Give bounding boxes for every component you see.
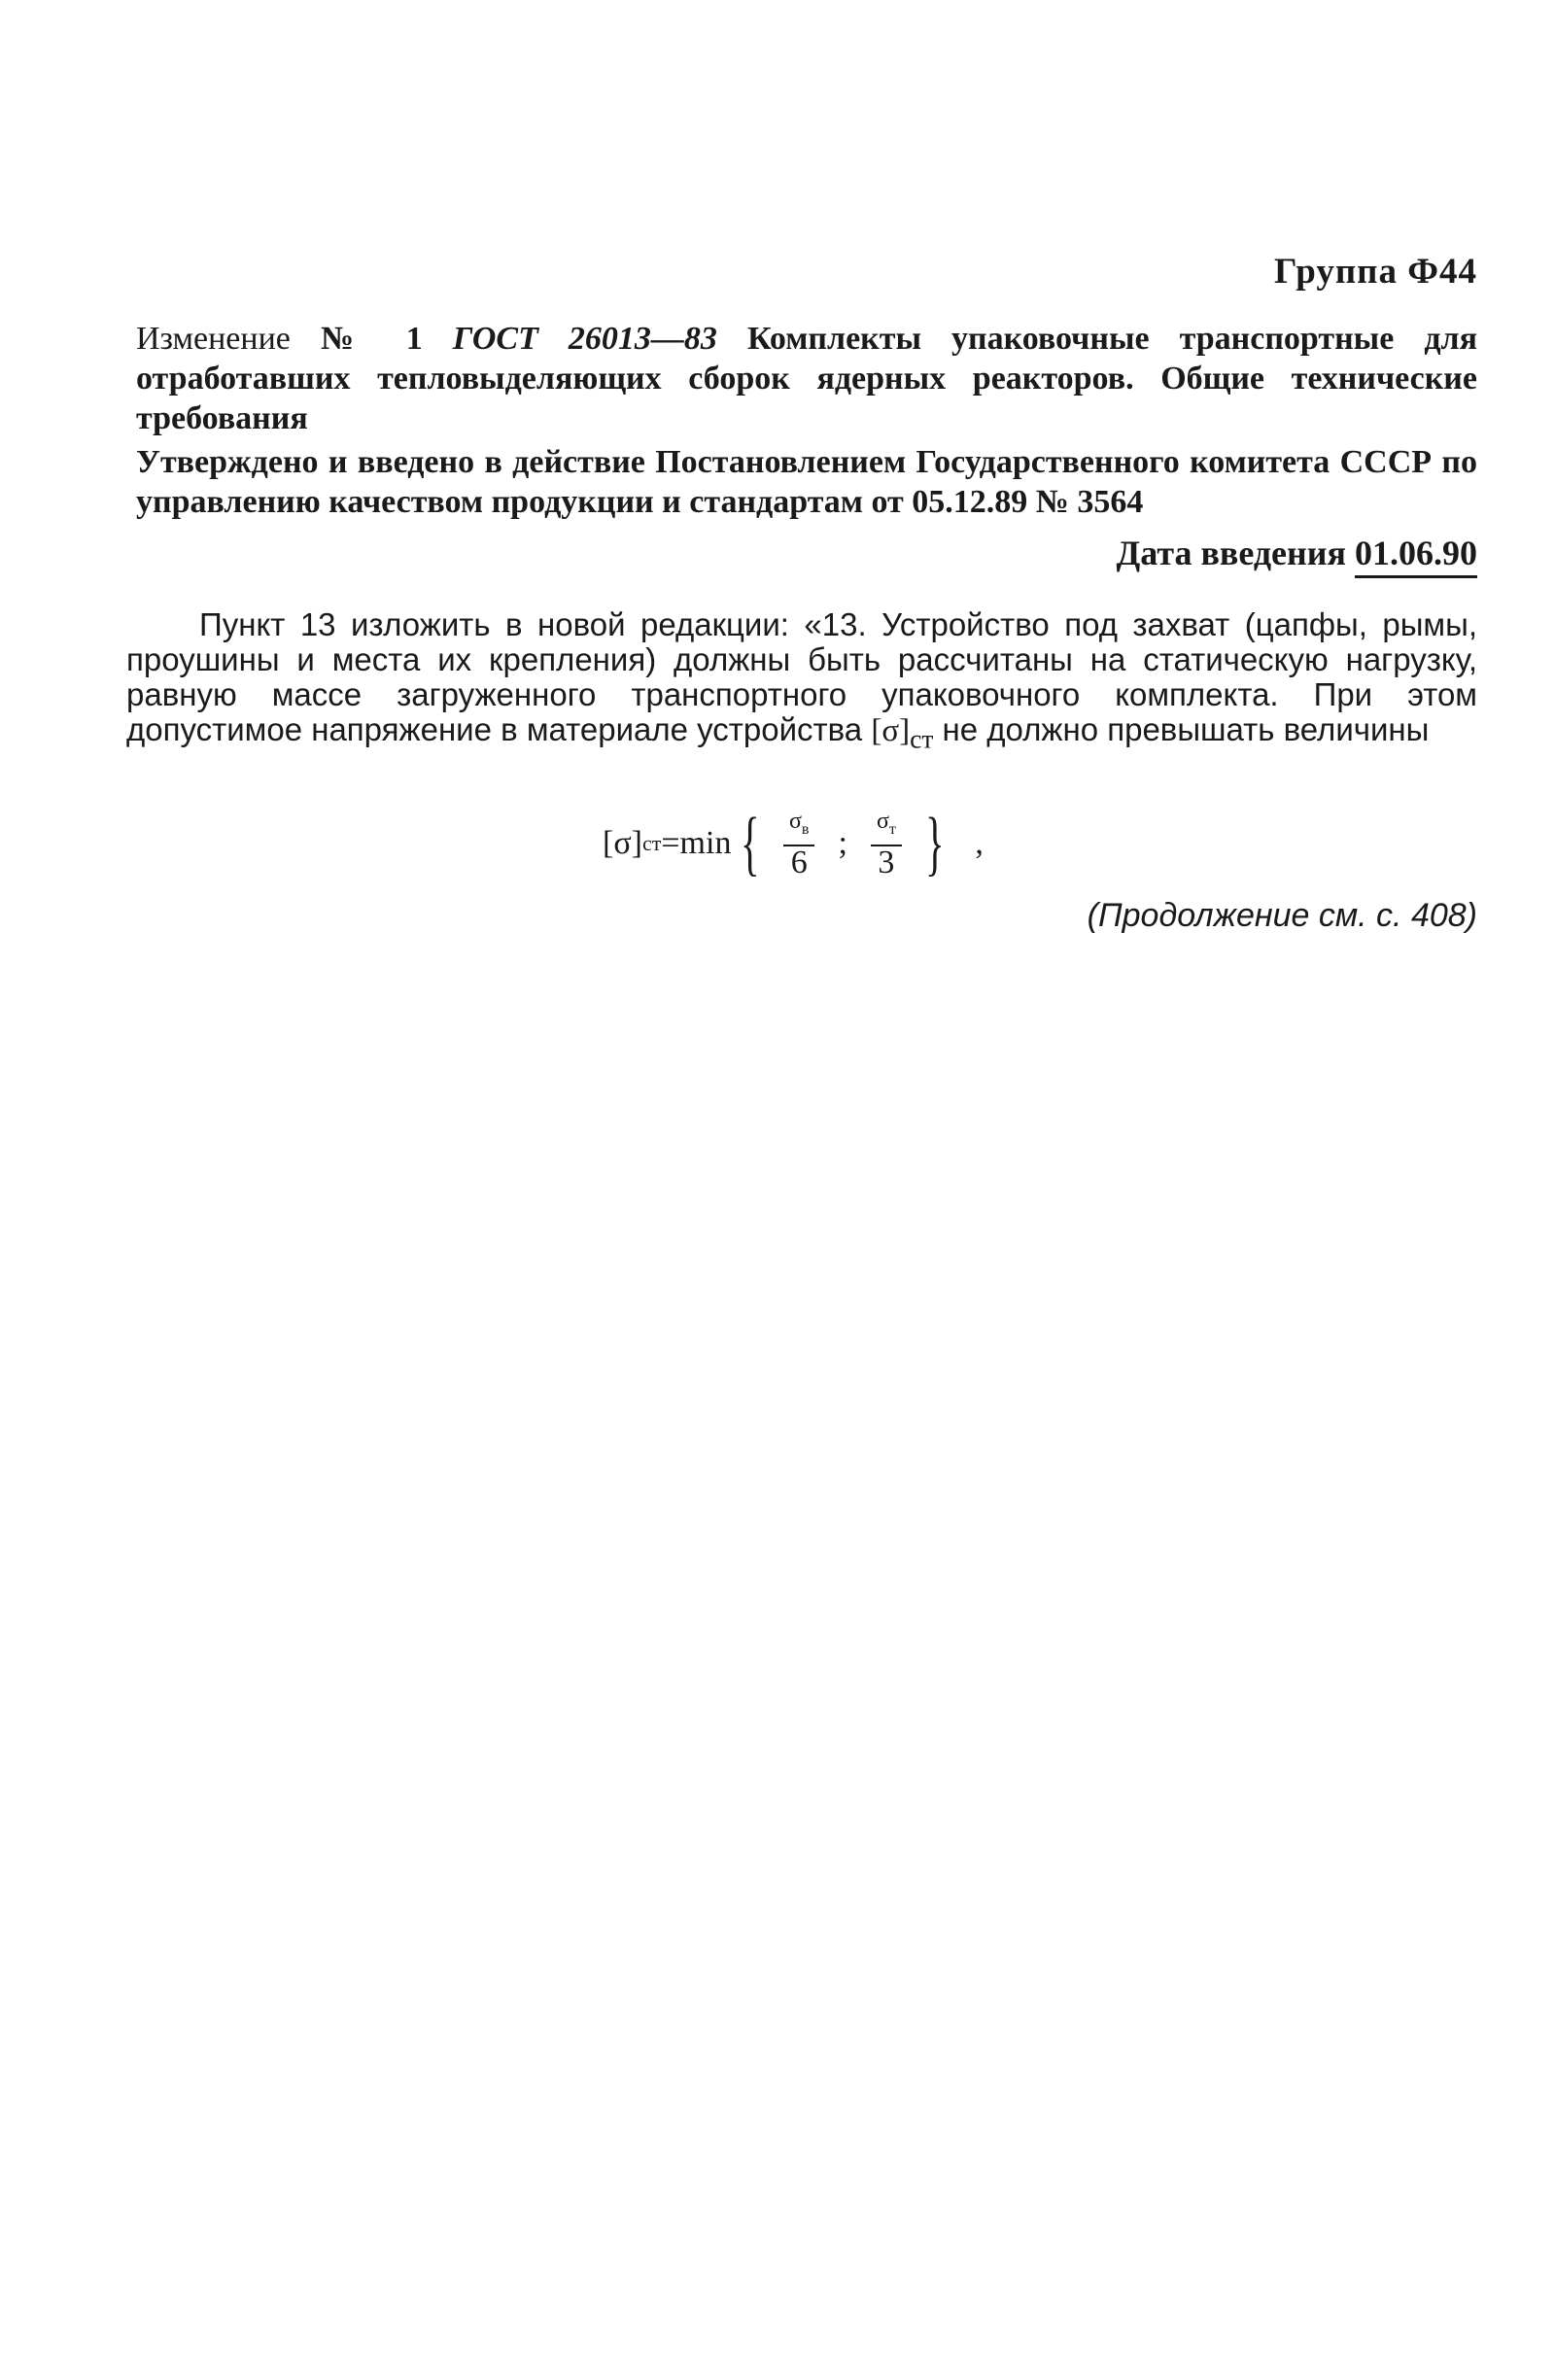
- stress-symbol-sub: ст: [910, 723, 934, 754]
- fraction-1-numerator: [783, 808, 815, 846]
- formula-lhs-sub: ст: [641, 831, 662, 855]
- formula-fraction-1: [783, 808, 815, 880]
- amendment-number: № 1: [320, 321, 423, 357]
- paragraph-text-end: не должно превышать величины: [942, 711, 1430, 747]
- formula-brace-open: {: [741, 804, 760, 883]
- formula-lhs: [σ]: [603, 825, 642, 861]
- fraction-2-num-sub: т: [888, 820, 896, 838]
- body-paragraph: [126, 607, 1477, 757]
- formula-eq: =min: [661, 825, 732, 861]
- fraction-2-num-symbol: σ: [876, 809, 889, 835]
- approval-statement: Утверждено и введено в действие Постановлением Государственного комитета СССР по управлению качеством продукции и стандартам от 05.12.89 № 3564: [136, 444, 1477, 520]
- standard-title: Комплекты упаковочные транспортные для отработавших тепловыделяющих сборок ядерных реакторов. Общие технические требования: [136, 321, 1478, 436]
- fraction-2-numerator: [871, 808, 902, 846]
- group-code: Группа Ф44: [1274, 252, 1477, 292]
- fraction-2-denominator: 3: [878, 844, 895, 880]
- fraction-1-denominator: 6: [790, 844, 808, 880]
- effective-date-label: Дата введения: [1116, 534, 1346, 572]
- stress-symbol: [871, 713, 934, 754]
- formula-separator: ;: [838, 825, 847, 861]
- formula-trailing-comma: ,: [975, 825, 984, 861]
- effective-date: [1117, 533, 1478, 578]
- amendment-prefix: Изменение: [136, 321, 291, 357]
- formula-brace-close: }: [924, 804, 945, 883]
- paragraph-text-start: Пункт 13 изложить в новой редакции: «13. Устройство под захват (цапфы, рымы, проушины и места их крепления) должны быть рассчитаны на статическую нагрузку, равную массе загруженного транспортного упаковочного комплекта. При этом допустимое напряжение в материале устройства: [126, 606, 1477, 747]
- continuation-note: (Продолжение см. с. 408): [1087, 897, 1477, 934]
- formula-fraction-2: [871, 808, 902, 880]
- amendment-body: [126, 607, 1477, 757]
- amendment-heading: [136, 319, 1477, 438]
- stress-formula: [603, 804, 984, 883]
- effective-date-value: 01.06.90: [1355, 533, 1477, 578]
- fraction-1-num-sub: в: [801, 820, 810, 838]
- stress-symbol-main: [σ]: [871, 713, 911, 748]
- fraction-1-num-symbol: σ: [788, 809, 802, 835]
- standard-number: ГОСТ 26013—83: [452, 321, 717, 357]
